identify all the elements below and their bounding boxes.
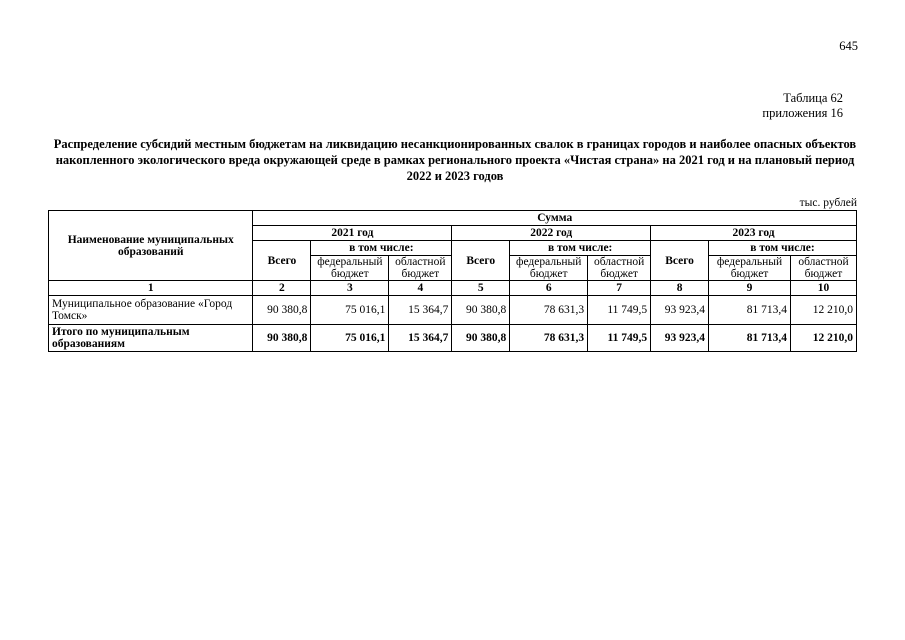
table-cell: 75 016,1	[311, 296, 389, 325]
column-number: 4	[389, 281, 452, 296]
column-number: 1	[49, 281, 253, 296]
total-cell: 90 380,8	[452, 325, 510, 352]
table-number: Таблица 62	[783, 91, 843, 105]
column-header-total: Всего	[452, 241, 510, 281]
total-cell: 15 364,7	[389, 325, 452, 352]
units-label: тыс. рублей	[799, 197, 857, 209]
column-header-federal: федеральный бюджет	[709, 256, 791, 281]
column-number: 5	[452, 281, 510, 296]
header-row-sum	[49, 211, 857, 226]
column-header-total: Всего	[253, 241, 311, 281]
column-header-year: 2022 год	[452, 226, 651, 241]
table-cell: 93 923,4	[651, 296, 709, 325]
total-cell: 90 380,8	[253, 325, 311, 352]
column-header-year: 2021 год	[253, 226, 452, 241]
total-cell: 12 210,0	[790, 325, 856, 352]
column-header-name: Наименование муниципальных образований	[49, 211, 253, 281]
column-number: 8	[651, 281, 709, 296]
total-label: Итого по муниципальным образованиям	[49, 325, 253, 352]
table-cell: 90 380,8	[452, 296, 510, 325]
column-number: 10	[790, 281, 856, 296]
table-cell: 12 210,0	[790, 296, 856, 325]
column-header-including: в том числе:	[709, 241, 857, 256]
subsidies-table	[48, 210, 857, 352]
total-row	[49, 325, 857, 352]
column-header-total: Всего	[651, 241, 709, 281]
column-header-regional: областной бюджет	[588, 256, 651, 281]
column-number: 2	[253, 281, 311, 296]
total-cell: 81 713,4	[709, 325, 791, 352]
column-header-federal: федеральный бюджет	[510, 256, 588, 281]
column-number: 3	[311, 281, 389, 296]
column-number-row	[49, 281, 857, 296]
column-header-year: 2023 год	[651, 226, 857, 241]
total-cell: 78 631,3	[510, 325, 588, 352]
column-number: 7	[588, 281, 651, 296]
column-header-regional: областной бюджет	[790, 256, 856, 281]
table-cell: 11 749,5	[588, 296, 651, 325]
total-cell: 75 016,1	[311, 325, 389, 352]
table-row	[49, 296, 857, 325]
table-cell: 15 364,7	[389, 296, 452, 325]
column-header-federal: федеральный бюджет	[311, 256, 389, 281]
table-cell: 81 713,4	[709, 296, 791, 325]
table-reference	[762, 91, 843, 121]
table-cell: 78 631,3	[510, 296, 588, 325]
column-header-including: в том числе:	[510, 241, 651, 256]
appendix-number: приложения 16	[762, 106, 843, 120]
column-header-regional: областной бюджет	[389, 256, 452, 281]
total-cell: 93 923,4	[651, 325, 709, 352]
document-title: Распределение субсидий местным бюджетам на ликвидацию несанкционированных свалок в границах городов и наиболее опасных объектов накопленного экологического вреда окружающей среде в рамках регионального проекта «Чистая страна» на 2021 год и на плановый период 2022 и 2023 годов	[53, 137, 857, 183]
column-number: 9	[709, 281, 791, 296]
table-cell: 90 380,8	[253, 296, 311, 325]
page-number: 645	[839, 39, 858, 53]
column-header-including: в том числе:	[311, 241, 452, 256]
column-header-sum: Сумма	[253, 211, 857, 226]
column-number: 6	[510, 281, 588, 296]
total-cell: 11 749,5	[588, 325, 651, 352]
municipality-name: Муниципальное образование «Город Томск»	[49, 296, 253, 325]
